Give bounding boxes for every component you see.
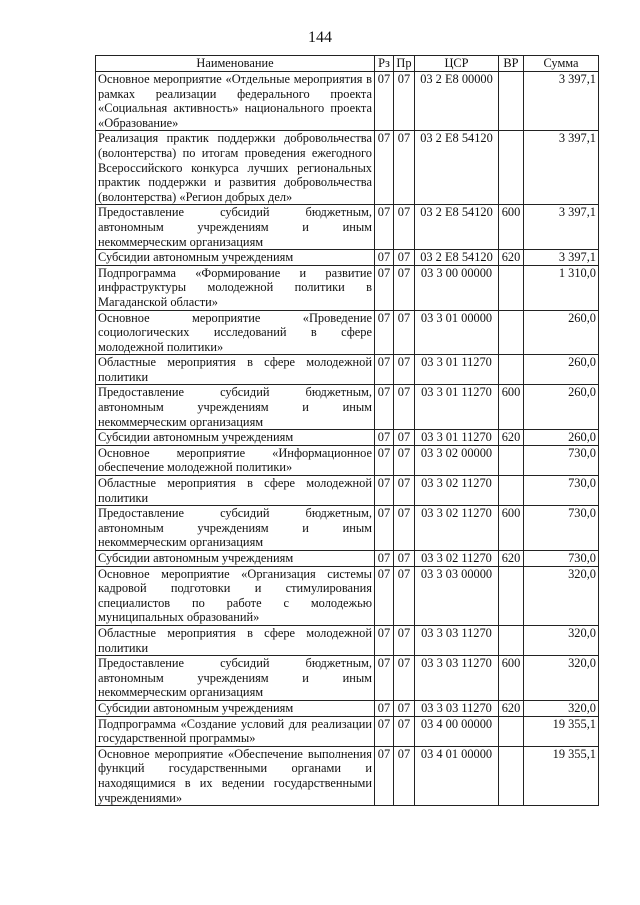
cell-vr — [499, 72, 524, 131]
header-pr: Пр — [394, 56, 415, 72]
header-rz: Рз — [375, 56, 394, 72]
cell-pr: 07 — [394, 265, 415, 310]
cell-rz: 07 — [375, 445, 394, 475]
cell-sum: 730,0 — [524, 445, 599, 475]
table-row — [96, 205, 599, 250]
cell-vr: 600 — [499, 385, 524, 430]
cell-name: Предоставление субсидий бюджетным, автономным учреждениям и иным некоммерческим организациям — [96, 506, 375, 551]
cell-csr: 03 4 01 00000 — [415, 746, 499, 805]
cell-pr: 07 — [394, 566, 415, 625]
cell-rz: 07 — [375, 625, 394, 655]
cell-pr: 07 — [394, 72, 415, 131]
cell-pr: 07 — [394, 131, 415, 205]
cell-sum: 3 397,1 — [524, 131, 599, 205]
cell-pr: 07 — [394, 430, 415, 446]
cell-csr: 03 3 02 11270 — [415, 476, 499, 506]
table-row — [96, 265, 599, 310]
cell-csr: 03 3 01 11270 — [415, 355, 499, 385]
cell-csr: 03 3 03 00000 — [415, 566, 499, 625]
cell-name: Субсидии автономным учреждениям — [96, 250, 375, 266]
cell-csr: 03 2 E8 00000 — [415, 72, 499, 131]
header-name: Наименование — [96, 56, 375, 72]
cell-pr: 07 — [394, 656, 415, 701]
cell-vr: 600 — [499, 205, 524, 250]
cell-sum: 730,0 — [524, 551, 599, 567]
cell-rz: 07 — [375, 566, 394, 625]
table-row — [96, 700, 599, 716]
cell-name: Областные мероприятия в сфере молодежной политики — [96, 355, 375, 385]
cell-vr: 620 — [499, 430, 524, 446]
cell-sum: 3 397,1 — [524, 205, 599, 250]
cell-vr: 600 — [499, 656, 524, 701]
cell-sum: 320,0 — [524, 656, 599, 701]
cell-name: Основное мероприятие «Проведение социологических исследований в сфере молодежной политики» — [96, 310, 375, 355]
cell-pr: 07 — [394, 716, 415, 746]
cell-pr: 07 — [394, 250, 415, 266]
cell-vr — [499, 566, 524, 625]
cell-name: Основное мероприятие «Отдельные мероприятия в рамках реализации федерального проекта «Социальная активность» национального проекта «Образование» — [96, 72, 375, 131]
cell-rz: 07 — [375, 250, 394, 266]
cell-sum: 19 355,1 — [524, 716, 599, 746]
cell-rz: 07 — [375, 72, 394, 131]
cell-sum: 260,0 — [524, 385, 599, 430]
cell-name: Областные мероприятия в сфере молодежной политики — [96, 625, 375, 655]
table-row — [96, 566, 599, 625]
header-csr: ЦСР — [415, 56, 499, 72]
cell-name: Субсидии автономным учреждениям — [96, 700, 375, 716]
cell-csr: 03 2 E8 54120 — [415, 131, 499, 205]
header-sum: Сумма — [524, 56, 599, 72]
cell-pr: 07 — [394, 506, 415, 551]
cell-pr: 07 — [394, 445, 415, 475]
cell-rz: 07 — [375, 746, 394, 805]
table-row — [96, 656, 599, 701]
cell-csr: 03 3 00 00000 — [415, 265, 499, 310]
cell-sum: 320,0 — [524, 625, 599, 655]
table-row — [96, 250, 599, 266]
cell-pr: 07 — [394, 746, 415, 805]
cell-csr: 03 3 02 11270 — [415, 551, 499, 567]
cell-csr: 03 2 E8 54120 — [415, 205, 499, 250]
cell-rz: 07 — [375, 265, 394, 310]
header-vr: ВР — [499, 56, 524, 72]
table-row — [96, 506, 599, 551]
cell-sum: 19 355,1 — [524, 746, 599, 805]
cell-name: Предоставление субсидий бюджетным, автономным учреждениям и иным некоммерческим организациям — [96, 385, 375, 430]
cell-name: Предоставление субсидий бюджетным, автономным учреждениям и иным некоммерческим организациям — [96, 205, 375, 250]
cell-rz: 07 — [375, 355, 394, 385]
cell-rz: 07 — [375, 205, 394, 250]
cell-name: Основное мероприятие «Организация системы кадровой подготовки и стимулирования специалистов по работе с молодежью муниципальных образований» — [96, 566, 375, 625]
table-row — [96, 131, 599, 205]
cell-vr — [499, 355, 524, 385]
table-row — [96, 430, 599, 446]
cell-rz: 07 — [375, 551, 394, 567]
cell-pr: 07 — [394, 385, 415, 430]
cell-vr: 620 — [499, 700, 524, 716]
cell-sum: 260,0 — [524, 430, 599, 446]
table-row — [96, 625, 599, 655]
cell-name: Областные мероприятия в сфере молодежной политики — [96, 476, 375, 506]
cell-sum: 320,0 — [524, 566, 599, 625]
cell-rz: 07 — [375, 506, 394, 551]
cell-name: Основное мероприятие «Обеспечение выполнения функций государственными органами и находящимися в их ведении государственными учреждениями» — [96, 746, 375, 805]
table-row — [96, 551, 599, 567]
cell-pr: 07 — [394, 476, 415, 506]
table-row — [96, 476, 599, 506]
cell-vr — [499, 445, 524, 475]
cell-pr: 07 — [394, 700, 415, 716]
cell-vr — [499, 746, 524, 805]
cell-name: Субсидии автономным учреждениям — [96, 551, 375, 567]
cell-rz: 07 — [375, 476, 394, 506]
cell-vr — [499, 476, 524, 506]
cell-csr: 03 2 E8 54120 — [415, 250, 499, 266]
cell-rz: 07 — [375, 430, 394, 446]
cell-name: Подпрограмма «Формирование и развитие инфраструктуры молодежной политики в Магаданской области» — [96, 265, 375, 310]
cell-csr: 03 3 03 11270 — [415, 700, 499, 716]
table-row — [96, 746, 599, 805]
cell-name: Основное мероприятие «Информационное обеспечение молодежной политики» — [96, 445, 375, 475]
cell-sum: 3 397,1 — [524, 250, 599, 266]
cell-rz: 07 — [375, 656, 394, 701]
cell-pr: 07 — [394, 355, 415, 385]
cell-csr: 03 4 00 00000 — [415, 716, 499, 746]
cell-rz: 07 — [375, 385, 394, 430]
table-row — [96, 310, 599, 355]
cell-name: Предоставление субсидий бюджетным, автономным учреждениям и иным некоммерческим организациям — [96, 656, 375, 701]
cell-csr: 03 3 01 11270 — [415, 385, 499, 430]
cell-rz: 07 — [375, 700, 394, 716]
cell-sum: 260,0 — [524, 310, 599, 355]
cell-vr — [499, 131, 524, 205]
cell-csr: 03 3 01 00000 — [415, 310, 499, 355]
cell-csr: 03 3 02 11270 — [415, 506, 499, 551]
cell-pr: 07 — [394, 205, 415, 250]
cell-pr: 07 — [394, 625, 415, 655]
cell-pr: 07 — [394, 551, 415, 567]
cell-sum: 730,0 — [524, 506, 599, 551]
cell-name: Реализация практик поддержки добровольчества (волонтерства) по итогам проведения ежегодного Всероссийского конкурса лучших региональных практик поддержки и развития добровольчества (волонтерства) «Регион добрых дел» — [96, 131, 375, 205]
table-header-row — [96, 56, 599, 72]
cell-vr — [499, 265, 524, 310]
cell-csr: 03 3 03 11270 — [415, 625, 499, 655]
cell-vr — [499, 310, 524, 355]
cell-vr: 620 — [499, 551, 524, 567]
cell-vr: 620 — [499, 250, 524, 266]
cell-rz: 07 — [375, 716, 394, 746]
cell-sum: 730,0 — [524, 476, 599, 506]
table-row — [96, 385, 599, 430]
cell-rz: 07 — [375, 310, 394, 355]
cell-sum: 260,0 — [524, 355, 599, 385]
budget-table — [95, 55, 599, 806]
cell-vr: 600 — [499, 506, 524, 551]
table-row — [96, 716, 599, 746]
cell-name: Подпрограмма «Создание условий для реализации государственной программы» — [96, 716, 375, 746]
table-row — [96, 72, 599, 131]
table-row — [96, 355, 599, 385]
cell-vr — [499, 625, 524, 655]
cell-rz: 07 — [375, 131, 394, 205]
cell-sum: 1 310,0 — [524, 265, 599, 310]
cell-pr: 07 — [394, 310, 415, 355]
table-row — [96, 445, 599, 475]
cell-sum: 320,0 — [524, 700, 599, 716]
page-number: 144 — [308, 29, 332, 46]
cell-sum: 3 397,1 — [524, 72, 599, 131]
cell-csr: 03 3 02 00000 — [415, 445, 499, 475]
cell-name: Субсидии автономным учреждениям — [96, 430, 375, 446]
cell-csr: 03 3 03 11270 — [415, 656, 499, 701]
cell-vr — [499, 716, 524, 746]
cell-csr: 03 3 01 11270 — [415, 430, 499, 446]
